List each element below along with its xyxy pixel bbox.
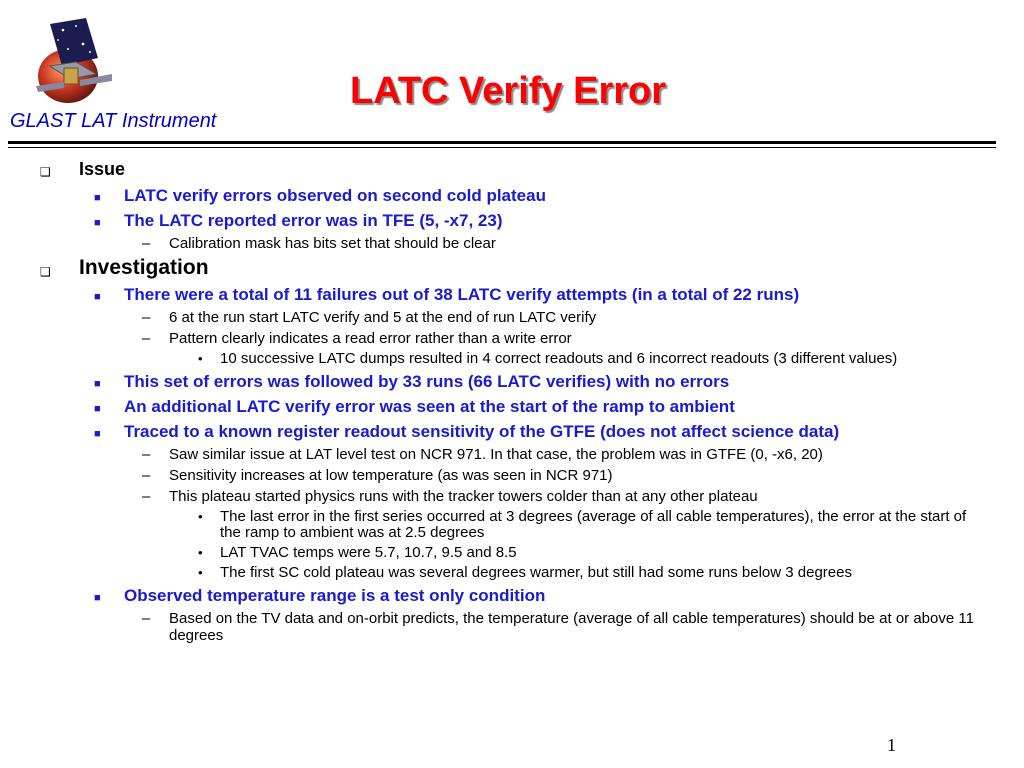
- bullet-marker: ■: [94, 428, 101, 440]
- slide-title: LATC Verify Error: [350, 70, 667, 112]
- bullet-marker: –: [142, 309, 151, 326]
- outline-item-level-1: [0, 185, 1024, 206]
- bullet-marker: –: [142, 446, 151, 463]
- bullet-marker: ■: [94, 291, 101, 303]
- bullet-marker: –: [142, 330, 151, 347]
- bullet-marker: ■: [94, 592, 101, 604]
- outline-item-text: LAT TVAC temps were 5.7, 10.7, 9.5 and 8.5: [220, 544, 517, 561]
- outline-item-text: The LATC reported error was in TFE (5, -x7, 23): [124, 211, 503, 230]
- bullet-marker: –: [142, 235, 151, 252]
- outline-item-level-2: [0, 467, 1024, 484]
- bullet-marker: ❑: [40, 165, 51, 179]
- slide-content: [0, 159, 1024, 648]
- bullet-marker: •: [198, 351, 203, 366]
- outline-item-text: Based on the TV data and on-orbit predicts, the temperature (average of all cable temperatures) should be at or above 11 degrees: [169, 610, 974, 644]
- outline-item-text: Sensitivity increases at low temperature (as was seen in NCR 971): [169, 467, 613, 484]
- outline-item-text: 6 at the run start LATC verify and 5 at the end of run LATC verify: [169, 309, 597, 326]
- header-divider-thick: [8, 141, 996, 144]
- bullet-marker: –: [142, 488, 151, 505]
- outline-item-level-2: [0, 235, 1024, 252]
- outline-item-level-3: [0, 509, 1024, 541]
- org-name: GLAST LAT Instrument: [10, 110, 217, 132]
- glast-satellite-logo-icon: [28, 16, 120, 110]
- outline-item-level-2: [0, 488, 1024, 505]
- outline-item-text: Issue: [79, 159, 126, 179]
- bullet-marker: •: [198, 565, 203, 580]
- outline-item-level-3: [0, 565, 1024, 581]
- outline-item-level-2: [0, 330, 1024, 347]
- bullet-marker: ■: [94, 378, 101, 390]
- outline-item-level-3: [0, 351, 1024, 367]
- bullet-marker: •: [198, 545, 203, 560]
- outline-item-level-2: [0, 446, 1024, 463]
- bullet-marker: ■: [94, 192, 101, 204]
- outline-item-text: Traced to a known register readout sensitivity of the GTFE (does not affect science data): [124, 422, 840, 441]
- outline-item-level-1: [0, 371, 1024, 392]
- outline-item-text: The last error in the first series occurred at 3 degrees (average of all cable temperatures), the error at the start of the ramp to ambient was at 2.5 degrees: [220, 508, 967, 541]
- page-number: 1: [887, 735, 896, 755]
- bullet-marker: –: [142, 610, 151, 627]
- bullet-marker: ❑: [40, 265, 51, 279]
- bullet-marker: •: [198, 509, 203, 524]
- outline-item-text: 10 successive LATC dumps resulted in 4 correct readouts and 6 incorrect readouts (3 different values): [220, 350, 898, 367]
- outline-item-text: Saw similar issue at LAT level test on NCR 971. In that case, the problem was in GTFE (0, -x6, 20): [169, 446, 823, 463]
- outline-item-text: There were a total of 11 failures out of 38 LATC verify attempts (in a total of 22 runs): [124, 285, 800, 304]
- outline-item-text: Pattern clearly indicates a read error rather than a write error: [169, 330, 572, 347]
- outline-item-text: Observed temperature range is a test only condition: [124, 586, 546, 605]
- outline-item-level-0: [0, 159, 1024, 180]
- outline-item-level-2: [0, 610, 1024, 644]
- header-divider-thin: [8, 147, 996, 148]
- bullet-marker: ■: [94, 403, 101, 415]
- outline-item-level-0: [0, 256, 1024, 279]
- outline-item-text: Investigation: [79, 256, 209, 279]
- outline-item-level-2: [0, 309, 1024, 326]
- outline-item-level-3: [0, 545, 1024, 561]
- outline-item-level-1: [0, 284, 1024, 305]
- outline-item-text: Calibration mask has bits set that should be clear: [169, 235, 496, 252]
- outline-item-level-1: [0, 421, 1024, 442]
- outline-item-text: An additional LATC verify error was seen at the start of the ramp to ambient: [124, 397, 735, 416]
- outline-item-text: The first SC cold plateau was several degrees warmer, but still had some runs below 3 degrees: [220, 564, 852, 581]
- outline-item-text: This plateau started physics runs with the tracker towers colder than at any other plateau: [169, 488, 758, 505]
- bullet-marker: –: [142, 467, 151, 484]
- bullet-marker: ■: [94, 217, 101, 229]
- outline-item-level-1: [0, 396, 1024, 417]
- outline-item-level-1: [0, 210, 1024, 231]
- outline-item-text: This set of errors was followed by 33 runs (66 LATC verifies) with no errors: [124, 372, 730, 391]
- outline-item-level-1: [0, 585, 1024, 606]
- outline-item-text: LATC verify errors observed on second cold plateau: [124, 186, 546, 205]
